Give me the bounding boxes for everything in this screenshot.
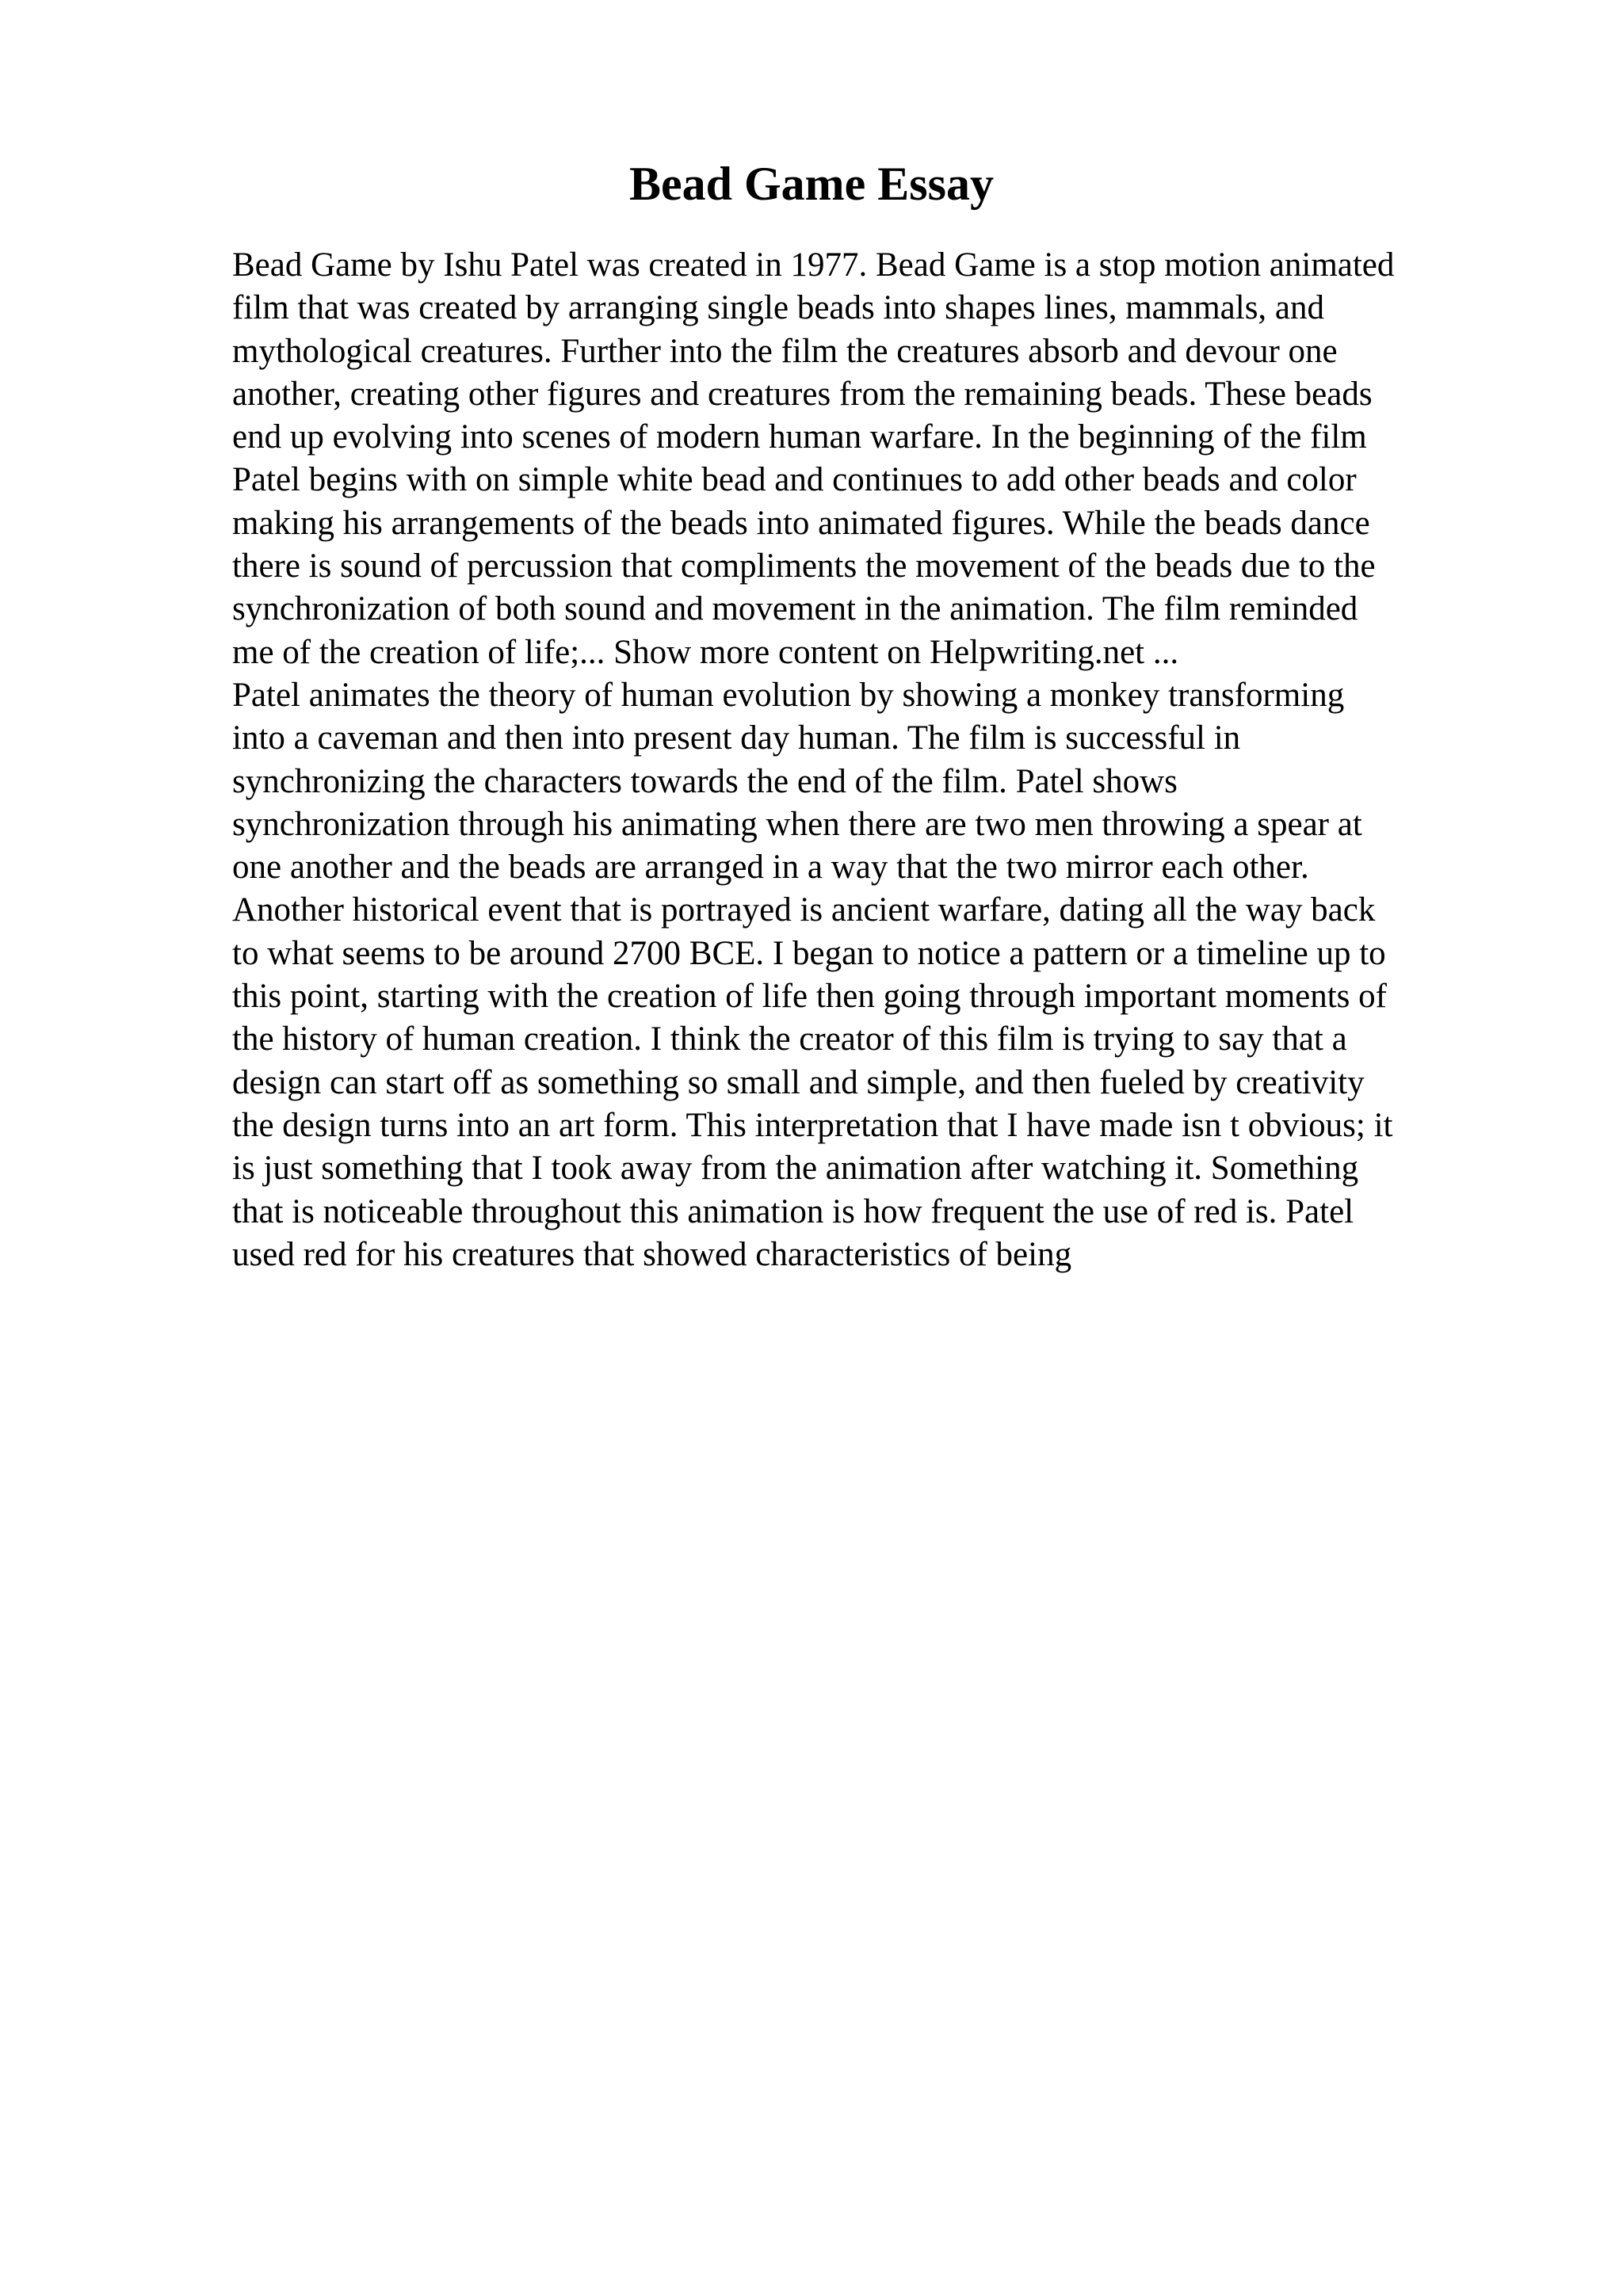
text-line: another, creating other figures and creatures from the remaining beads. These beads xyxy=(232,375,1373,413)
text-line: me of the creation of life;... Show more content on Helpwriting.net ... xyxy=(232,633,1179,671)
text-line: the design turns into an art form. This interpretation that I have made isn t obvious; it xyxy=(232,1106,1393,1144)
text-line: design can start off as something so small and simple, and then fueled by creativity xyxy=(232,1063,1365,1101)
text-line: one another and the beads are arranged in a way that the two mirror each other. xyxy=(232,849,1309,887)
text-line: this point, starting with the creation of life then going through important moments of xyxy=(232,978,1387,1016)
text-line: synchronizing the characters towards the end of the film. Patel shows xyxy=(232,762,1178,800)
text-line: film that was created by arranging single beads into shapes lines, mammals, and xyxy=(232,289,1325,327)
text-line: Another historical event that is portrayed is ancient warfare, dating all the way back xyxy=(232,891,1376,929)
text-line: into a caveman and then into present day human. The film is successful in xyxy=(232,719,1241,757)
text-line: making his arrangements of the beads into animated figures. While the beads dance xyxy=(232,504,1370,542)
text-line: Bead Game by Ishu Patel was created in 1977. Bead Game is a stop motion animated xyxy=(232,246,1395,284)
text-line: that is noticeable throughout this animation is how frequent the use of red is. Patel xyxy=(232,1192,1354,1230)
text-line: Patel begins with on simple white bead and continues to add other beads and color xyxy=(232,461,1357,499)
text-line: to what seems to be around 2700 BCE. I began to notice a pattern or a timeline up to xyxy=(232,934,1386,972)
text-line: synchronization through his animating when there are two men throwing a spear at xyxy=(232,805,1362,843)
page-title: Bead Game Essay xyxy=(628,158,995,210)
text-line: mythological creatures. Further into the film the creatures absorb and devour one xyxy=(232,332,1338,370)
text-line: the history of human creation. I think the creator of this film is trying to say that a xyxy=(232,1020,1347,1058)
text-line: Patel animates the theory of human evolution by showing a monkey transforming xyxy=(232,676,1345,714)
text-line: synchronization of both sound and movement in the animation. The film reminded xyxy=(232,590,1358,628)
text-line: there is sound of percussion that compliments the movement of the beads due to the xyxy=(232,547,1376,585)
text-line: is just something that I took away from the animation after watching it. Something xyxy=(232,1150,1359,1188)
text-line: used red for his creatures that showed characteristics of being xyxy=(232,1235,1072,1273)
essay-body xyxy=(232,244,1516,1276)
text-line: end up evolving into scenes of modern human warfare. In the beginning of the film xyxy=(232,418,1367,456)
